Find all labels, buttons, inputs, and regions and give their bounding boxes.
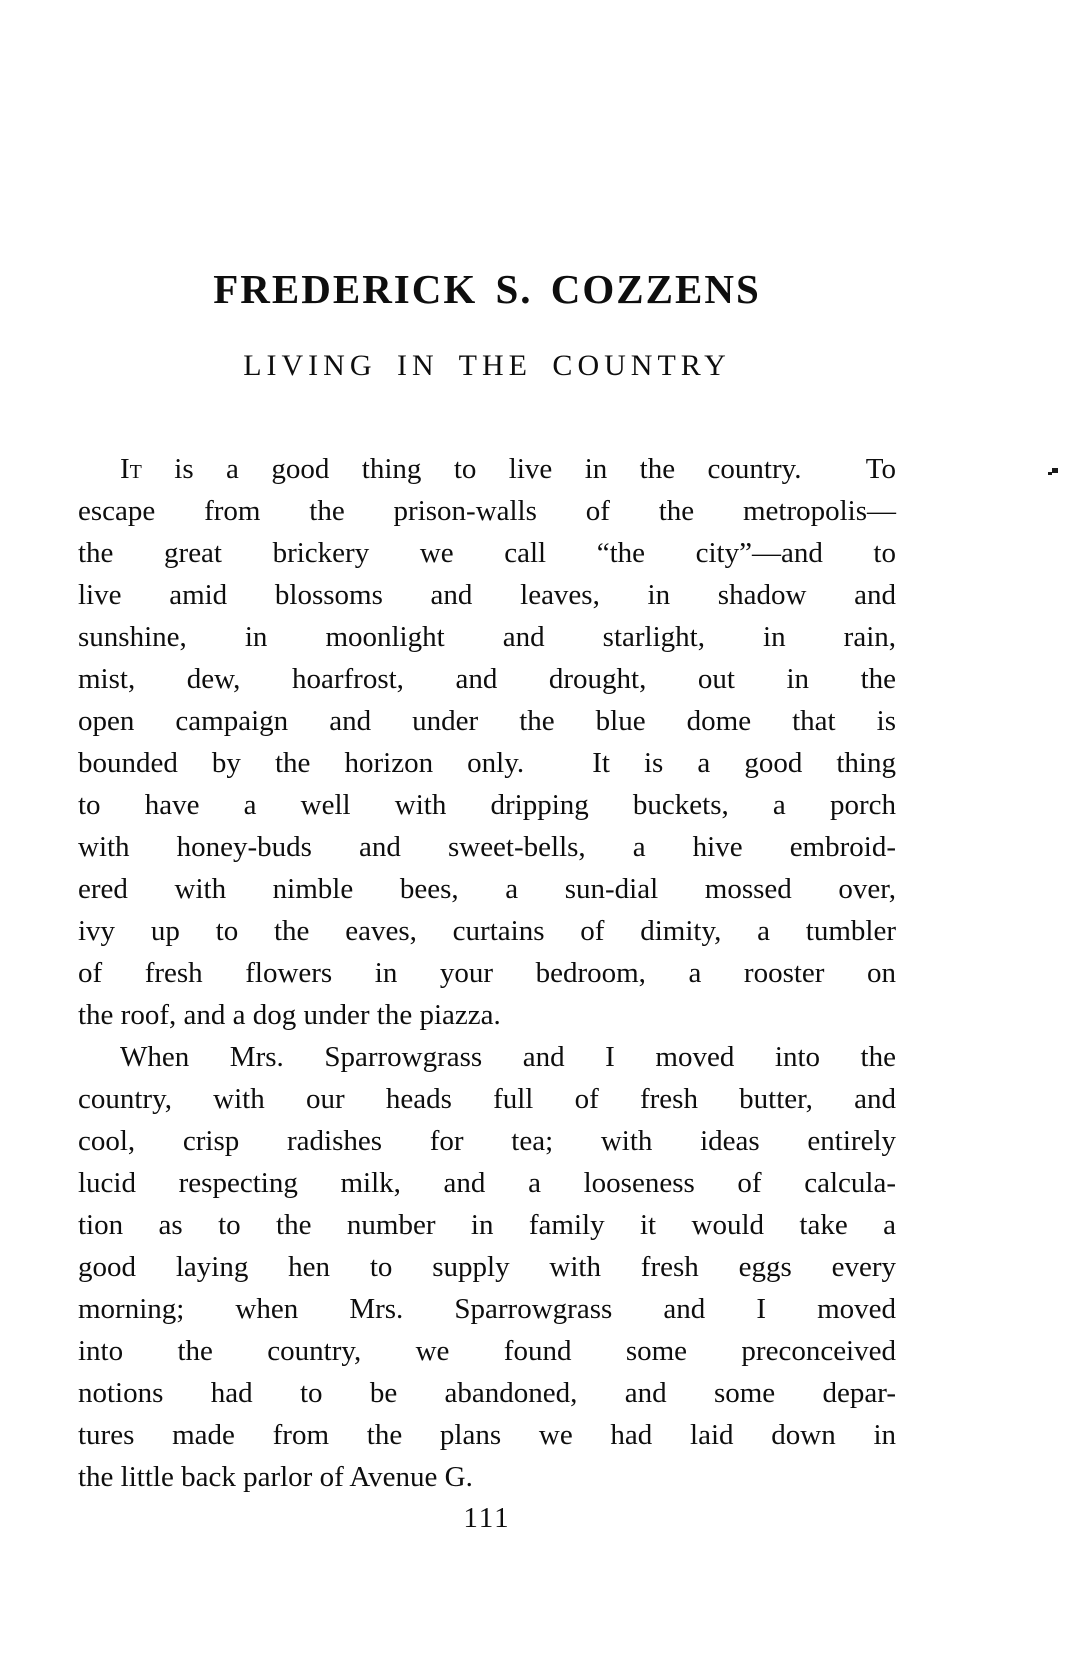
body-text: [78, 448, 896, 1498]
text-line: ered with nimble bees, a sun-dial mossed over,: [78, 873, 896, 905]
text-line: It is a good thing to live in the country. To: [120, 453, 896, 485]
text-line: live amid blossoms and leaves, in shadow and: [78, 579, 896, 611]
chapter-title: LIVING IN THE COUNTRY: [243, 349, 731, 382]
paragraph: [78, 448, 896, 1036]
author-heading: FREDERICK S. COZZENS: [213, 266, 761, 312]
text-line: the roof, and a dog under the piazza.: [78, 999, 501, 1031]
text-line: notions had to be abandoned, and some depar-: [78, 1377, 896, 1409]
paragraph: [78, 1036, 896, 1498]
text-line: to have a well with dripping buckets, a porch: [78, 789, 896, 821]
text-line: sunshine, in moonlight and starlight, in rain,: [78, 621, 896, 653]
text-line: tion as to the number in family it would take a: [78, 1209, 896, 1241]
small-caps-lead: It: [120, 453, 142, 485]
text-line: mist, dew, hoarfrost, and drought, out in the: [78, 663, 896, 695]
page-number: 111: [463, 1502, 511, 1534]
text-line: of fresh flowers in your bedroom, a rooster on: [78, 957, 896, 989]
text-line: When Mrs. Sparrowgrass and I moved into the: [120, 1041, 896, 1073]
text-line: country, with our heads full of fresh butter, and: [78, 1083, 896, 1115]
text-line: morning; when Mrs. Sparrowgrass and I moved: [78, 1293, 896, 1325]
text-line: bounded by the horizon only. It is a good thing: [78, 747, 896, 779]
text-line: tures made from the plans we had laid down in: [78, 1419, 896, 1451]
text-line: the great brickery we call “the city”—and to: [78, 537, 896, 569]
text-line: good laying hen to supply with fresh eggs every: [78, 1251, 896, 1283]
text-line: with honey-buds and sweet-bells, a hive embroid-: [78, 831, 896, 863]
text-line: escape from the prison-walls of the metropolis—: [78, 495, 896, 527]
text-line: lucid respecting milk, and a looseness of calcula-: [78, 1167, 896, 1199]
text-line: open campaign and under the blue dome that is: [78, 705, 896, 737]
text-line: ivy up to the eaves, curtains of dimity, a tumbler: [78, 915, 896, 947]
scan-speck: [1048, 472, 1052, 475]
text-line: into the country, we found some preconceived: [78, 1335, 896, 1367]
text-line: the little back parlor of Avenue G.: [78, 1461, 473, 1493]
text-line: cool, crisp radishes for tea; with ideas entirely: [78, 1125, 896, 1157]
